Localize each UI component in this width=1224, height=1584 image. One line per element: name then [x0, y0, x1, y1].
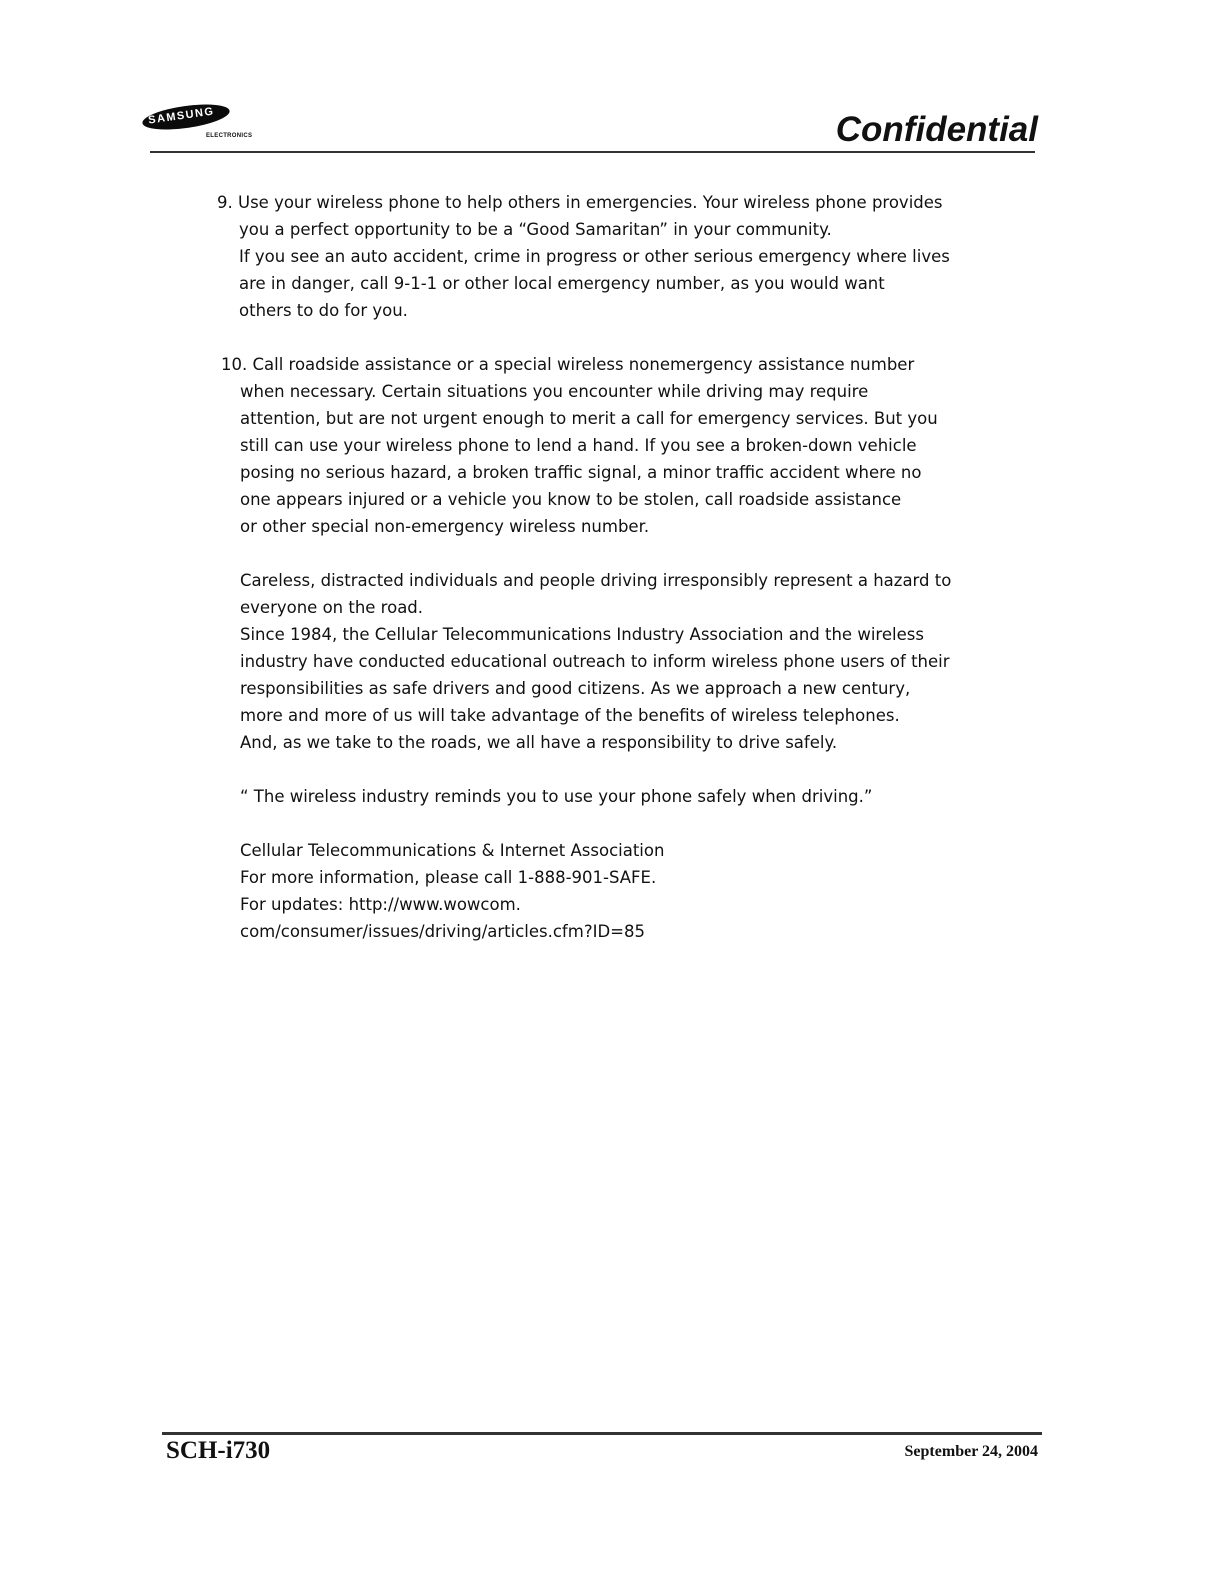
item-9-line: you a perfect opportunity to be a “Good Samaritan” in your community. — [239, 220, 832, 239]
item-9-line: are in danger, call 9-1-1 or other local emergency number, as you would want — [239, 274, 885, 293]
item-10-line: one appears injured or a vehicle you know to be stolen, call roadside assistance — [240, 490, 902, 509]
contact-line: For more information, please call 1-888-901-SAFE. — [240, 868, 657, 887]
careless-line: And, as we take to the roads, we all have a responsibility to drive safely. — [240, 733, 838, 752]
item-9-number: 9. — [217, 193, 233, 212]
document-body — [217, 189, 1007, 945]
contact-line: For updates: http://www.wowcom. — [240, 895, 521, 914]
item-9-line: others to do for you. — [239, 301, 408, 320]
logo-subtitle: ELECTRONICS — [206, 133, 253, 139]
quote-paragraph — [217, 783, 1007, 810]
careless-line: more and more of us will take advantage of the benefits of wireless telephones. — [240, 706, 900, 725]
header-divider — [150, 151, 1035, 153]
industry-quote: “ The wireless industry reminds you to use your phone safely when driving.” — [240, 787, 873, 806]
item-10 — [217, 351, 1007, 540]
contact-paragraph — [217, 837, 1007, 945]
footer-divider — [162, 1432, 1042, 1435]
item-9-line: 9. Use your wireless phone to help others in emergencies. Your wireless phone provides — [217, 193, 943, 212]
item-9 — [217, 189, 1007, 324]
careless-paragraph — [217, 567, 1007, 756]
logo-wordmark: SAMSUNG — [147, 105, 216, 127]
item-10-number: 10. — [221, 355, 248, 374]
contact-line: com/consumer/issues/driving/articles.cfm?ID=85 — [240, 922, 645, 941]
careless-line: Since 1984, the Cellular Telecommunications Industry Association and the wireless — [240, 625, 924, 644]
careless-line: industry have conducted educational outreach to inform wireless phone users of their — [240, 652, 950, 671]
item-10-line: still can use your wireless phone to lend a hand. If you see a broken-down vehicle — [240, 436, 917, 455]
contact-line: Cellular Telecommunications & Internet Association — [240, 841, 665, 860]
confidential-label: Confidential — [835, 110, 1038, 149]
item-10-line: attention, but are not urgent enough to merit a call for emergency services. But you — [240, 409, 938, 428]
model-number: SCH-i730 — [166, 1437, 271, 1464]
careless-line: everyone on the road. — [240, 598, 424, 617]
item-10-line: when necessary. Certain situations you encounter while driving may require — [240, 382, 869, 401]
item-9-line: If you see an auto accident, crime in progress or other serious emergency where lives — [239, 247, 950, 266]
samsung-logo — [142, 106, 272, 146]
document-date: September 24, 2004 — [904, 1443, 1038, 1460]
item-10-line: or other special non-emergency wireless number. — [240, 517, 650, 536]
item-10-line: 10. Call roadside assistance or a special wireless nonemergency assistance number — [221, 355, 915, 374]
careless-line: Careless, distracted individuals and people driving irresponsibly represent a hazard to — [240, 571, 952, 590]
item-10-line: posing no serious hazard, a broken traffic signal, a minor traffic accident where no — [240, 463, 922, 482]
careless-line: responsibilities as safe drivers and good citizens. As we approach a new century, — [240, 679, 911, 698]
